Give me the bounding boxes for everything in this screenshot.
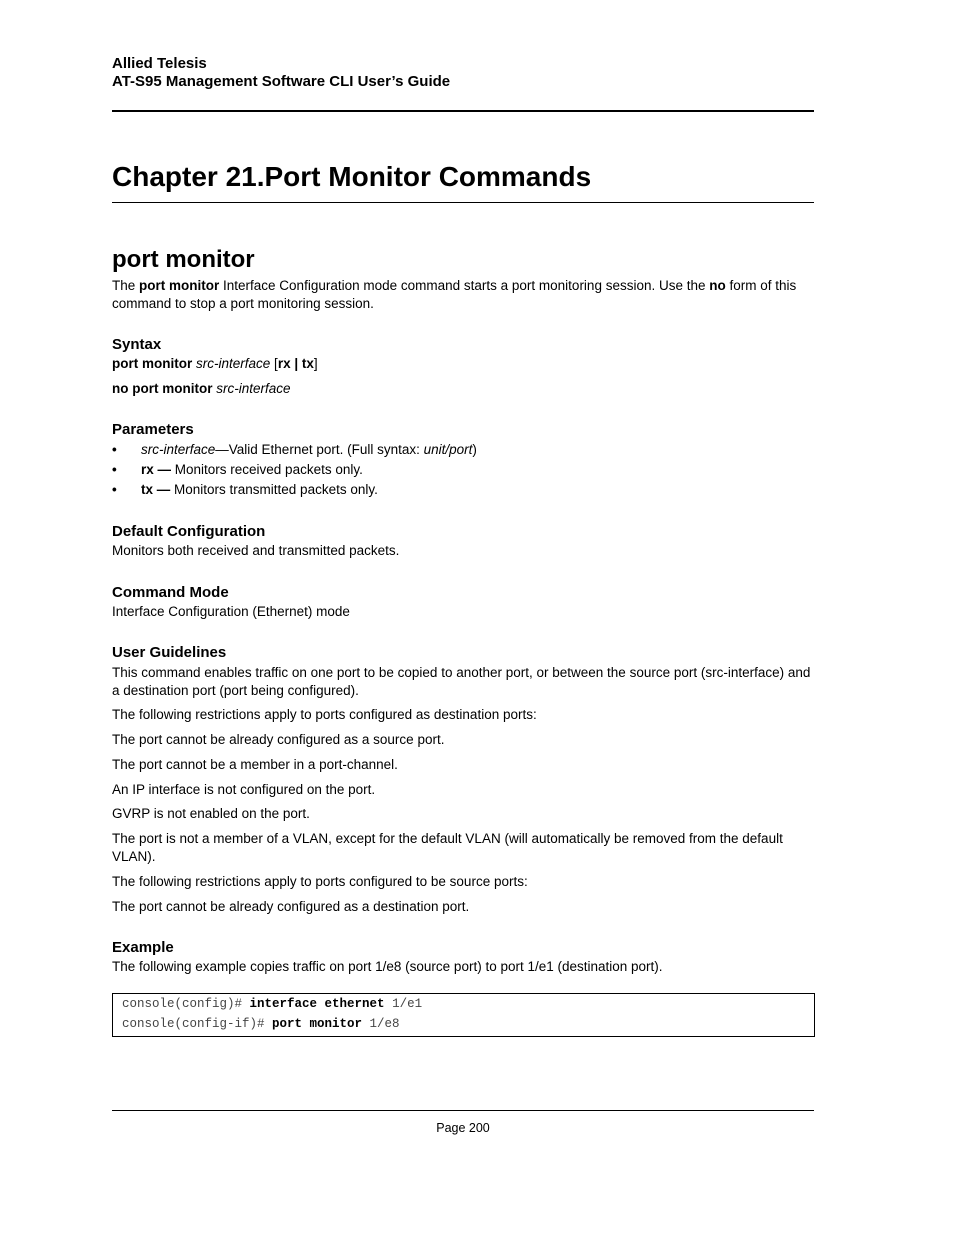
parameter-text (141, 461, 363, 479)
command-title: port monitor (112, 246, 255, 273)
guideline-paragraph: An IP interface is not configured on the port. (112, 782, 376, 797)
parameter-desc: —Valid Ethernet port. (Full syntax: (215, 442, 424, 457)
default-config-heading: Default Configuration (112, 523, 266, 540)
example-text: The following example copies traffic on port 1/e8 (source port) to port 1/e1 (destination port). (112, 959, 663, 974)
document-page (112, 0, 815, 1235)
chapter-title: Chapter 21.Port Monitor Commands (112, 161, 592, 192)
parameter-name: rx — (141, 462, 172, 477)
guideline-paragraph: The following restrictions apply to ports configured to be source ports: (112, 874, 528, 889)
bullet-icon: • (112, 482, 117, 497)
guideline-paragraph: GVRP is not enabled on the port. (112, 806, 310, 821)
bullet-icon: • (112, 442, 117, 457)
syntax-1-close: ] (313, 356, 318, 371)
syntax-1-rx: rx (277, 356, 291, 371)
guideline-paragraph: The port cannot be a member in a port-channel. (112, 757, 398, 772)
syntax-2-arg: src-interface (216, 381, 291, 396)
header-company: Allied Telesis (112, 55, 207, 72)
default-config-text: Monitors both received and transmitted packets. (112, 543, 400, 558)
code-line (122, 997, 422, 1011)
chapter-rule (112, 202, 814, 203)
syntax-line-1 (112, 355, 814, 373)
intro-text-2: Interface Configuration mode command starts a port monitoring session. Use the (219, 278, 710, 293)
guideline-paragraph: The port cannot be already configured as a destination port. (112, 899, 470, 914)
guideline-paragraph: The port cannot be already configured as a source port. (112, 732, 445, 747)
header-rule (112, 110, 814, 112)
guideline-paragraph: The following restrictions apply to ports configured as destination ports: (112, 707, 537, 722)
code-prompt: console(config)# (122, 997, 250, 1011)
code-argument: 1/e8 (362, 1017, 400, 1031)
syntax-1-sep: | (290, 356, 302, 371)
syntax-1-open: [ (270, 356, 278, 371)
parameter-desc-italic: unit/port (423, 442, 473, 457)
code-argument: 1/e1 (384, 997, 423, 1011)
header-guide-title: AT-S95 Management Software CLI User’s Guide (112, 73, 451, 90)
code-prompt: console(config-if)# (122, 1017, 273, 1031)
user-guidelines-heading: User Guidelines (112, 644, 227, 661)
footer-rule (112, 1110, 814, 1111)
intro-text-3: form of this command to stop a port monitoring session. (112, 278, 797, 311)
parameter-desc: Monitors received packets only. (171, 462, 363, 477)
intro-bold-command: port monitor (139, 278, 220, 293)
example-heading: Example (112, 939, 174, 956)
guideline-paragraph: The port is not a member of a VLAN, except for the default VLAN (will automatically be removed from the default VLAN). (112, 831, 783, 864)
syntax-1-cmd: port monitor (112, 356, 193, 371)
syntax-1-arg: src-interface (196, 356, 271, 371)
syntax-2-cmd: no port monitor (112, 381, 213, 396)
syntax-1-tx: tx (301, 356, 314, 371)
parameter-text (141, 441, 477, 459)
parameter-desc: Monitors transmitted packets only. (170, 482, 378, 497)
command-mode-heading: Command Mode (112, 584, 229, 601)
syntax-line-2 (112, 380, 814, 398)
parameter-desc-end: ) (472, 442, 477, 457)
syntax-heading: Syntax (112, 336, 162, 353)
bullet-icon: • (112, 462, 117, 477)
intro-text-1: The (112, 278, 140, 293)
parameter-name: src-interface (141, 442, 216, 457)
intro-bold-no: no (709, 278, 726, 293)
command-intro (112, 277, 814, 312)
guideline-paragraph: This command enables traffic on one port to be copied to another port, or between the source port (src-interface) and a destination port (port being configured). (112, 665, 811, 698)
parameters-heading: Parameters (112, 421, 194, 438)
code-example-box (112, 993, 815, 1037)
code-command: interface ethernet (249, 997, 385, 1011)
parameter-name: tx — (141, 482, 171, 497)
command-mode-text: Interface Configuration (Ethernet) mode (112, 604, 350, 619)
code-command: port monitor (272, 1017, 363, 1031)
code-line (122, 1017, 400, 1031)
parameter-text (141, 481, 378, 499)
page-number: Page 200 (436, 1121, 490, 1135)
